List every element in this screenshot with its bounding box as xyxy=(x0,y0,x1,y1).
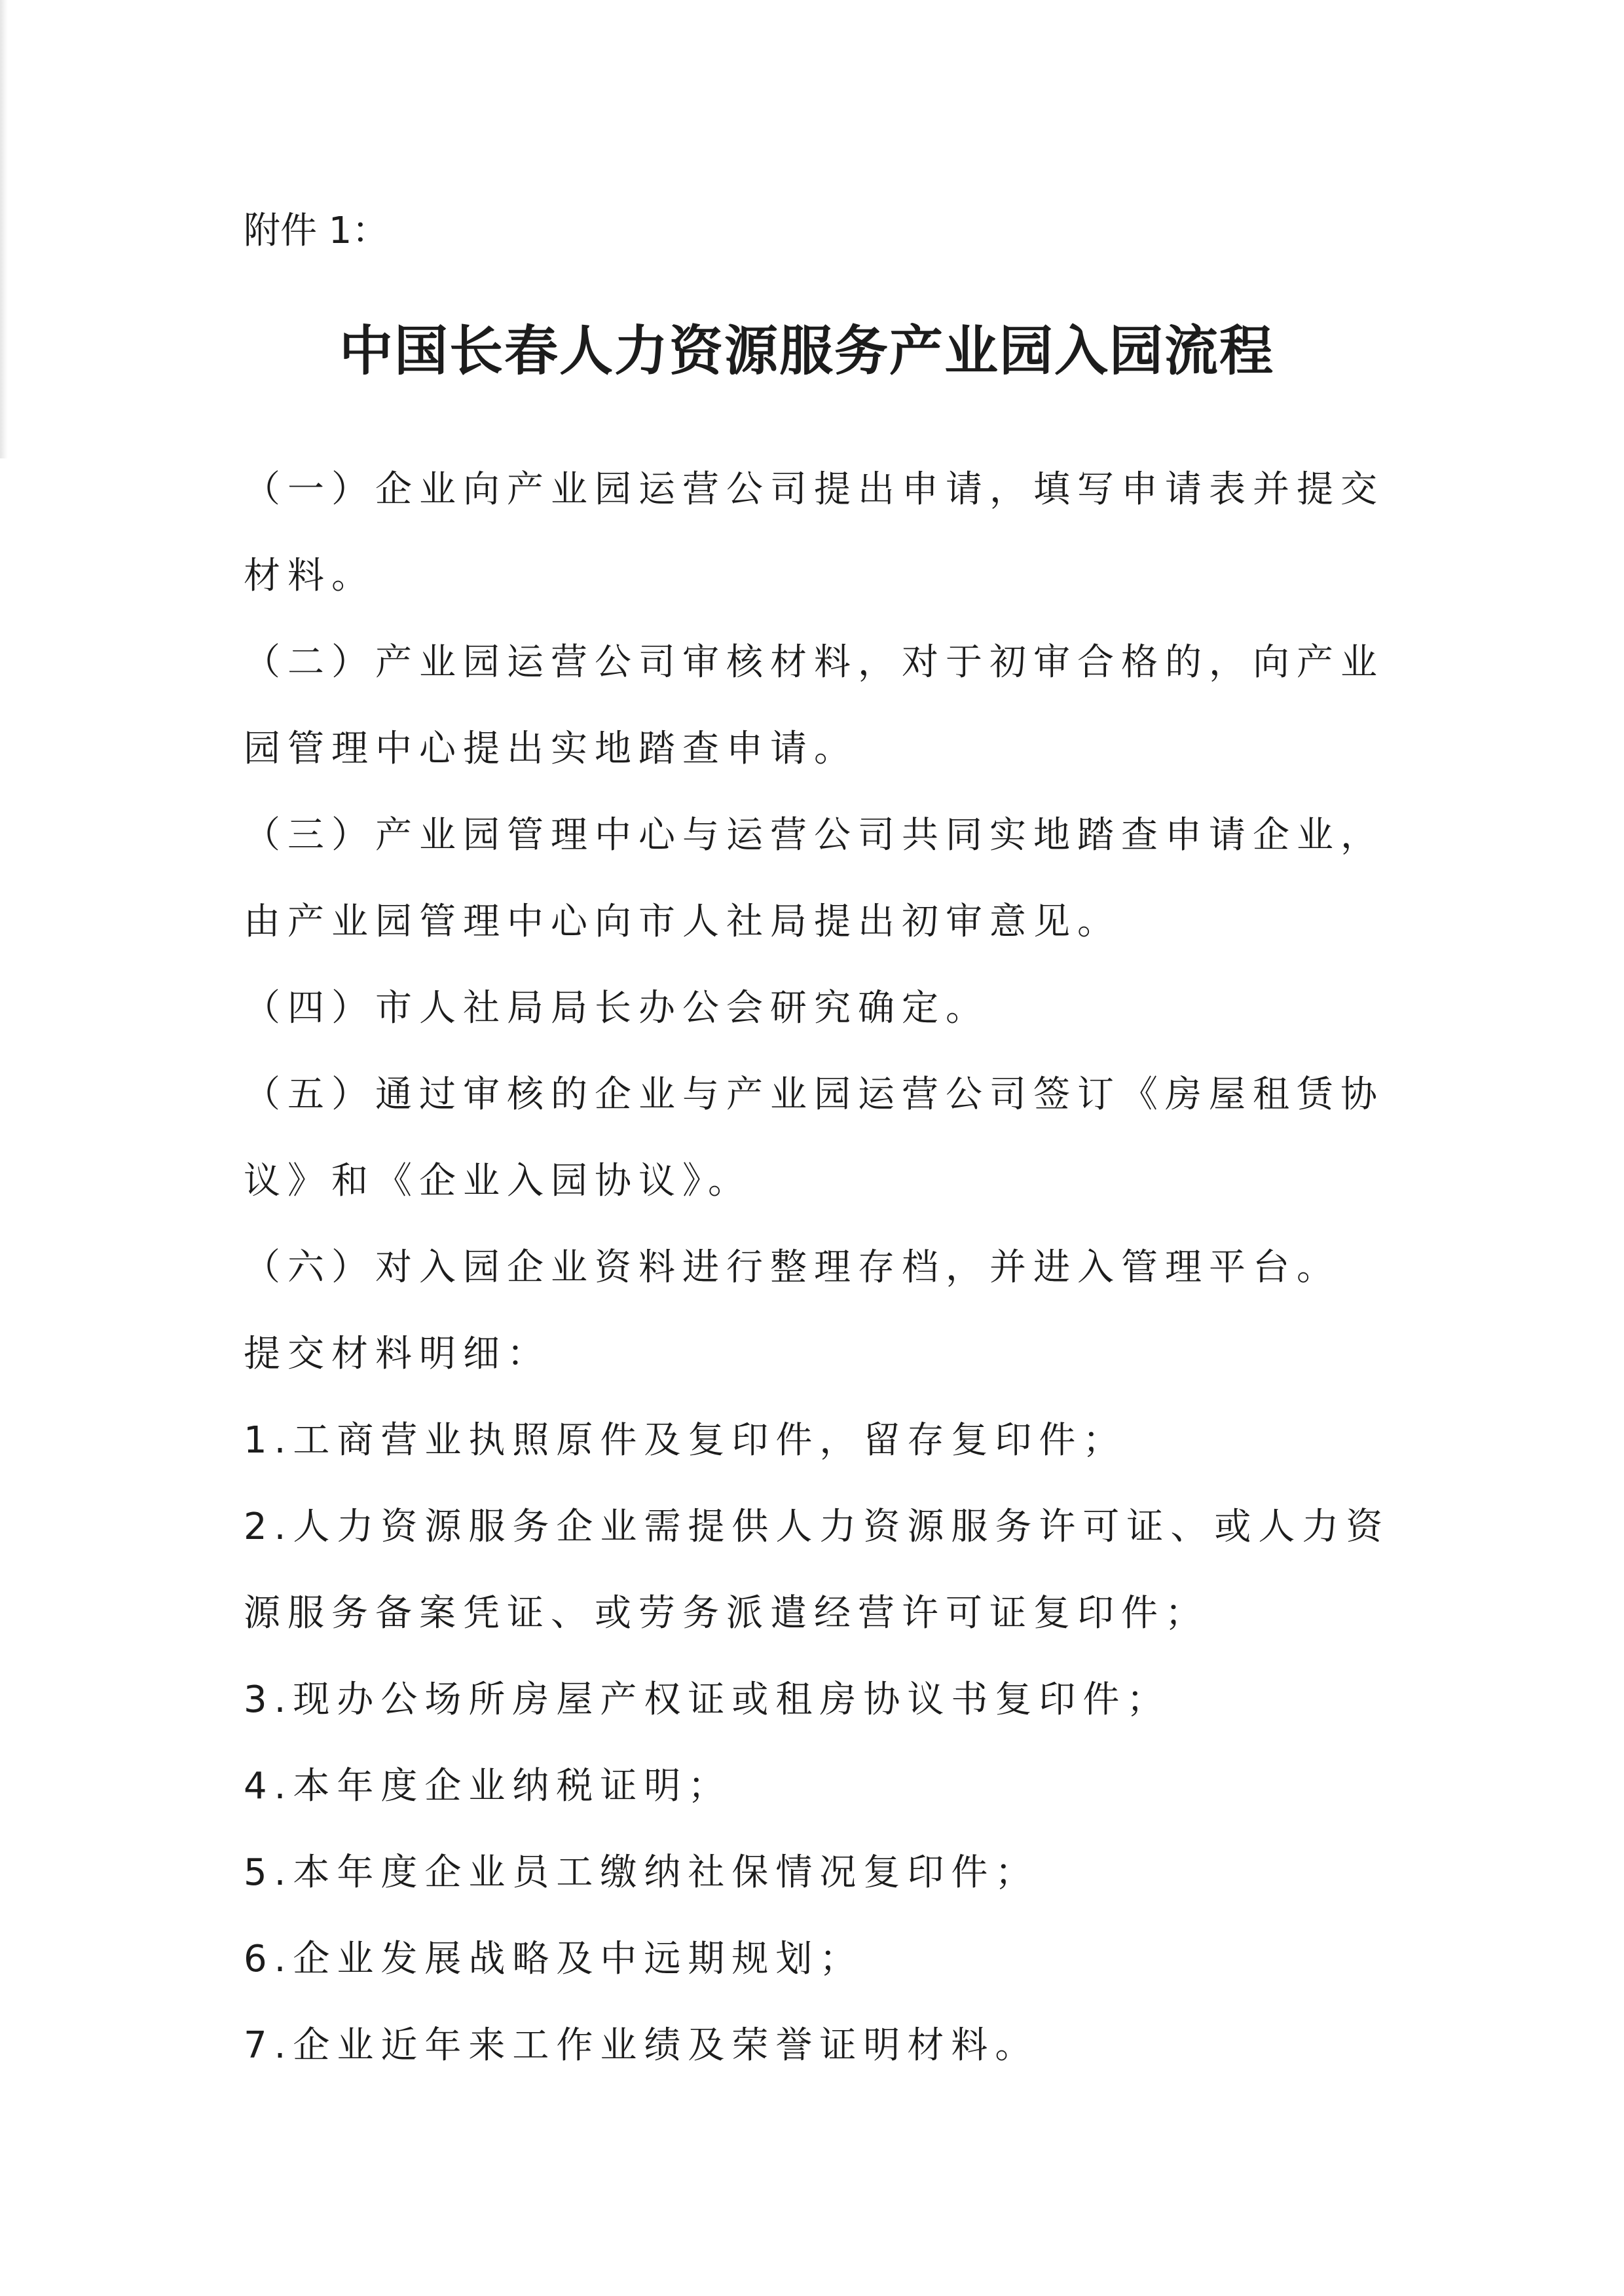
step-1-line-2: 材料。 xyxy=(244,555,375,597)
step-1-line-1: （一）企业向产业园运营公司提出申请，填写申请表并提交 xyxy=(244,468,1384,511)
material-item-4 xyxy=(244,1743,1383,1830)
document-content xyxy=(244,208,1390,2089)
document-title: 中国长春人力资源服务产业园入园流程 xyxy=(339,320,1274,382)
step-6-line-1: （六）对入园企业资料进行整理存档，并进入管理平台。 xyxy=(244,1246,1340,1289)
attachment-label: 附件 1： xyxy=(244,210,389,252)
step-5 xyxy=(244,1052,1383,1225)
material-item-7-line-1: 7.企业近年来工作业绩及荣誉证明材料。 xyxy=(244,2024,1039,2067)
step-3 xyxy=(244,792,1383,965)
material-item-1 xyxy=(244,1398,1383,1484)
material-item-6 xyxy=(244,1916,1383,2003)
step-2-line-2: 园管理中心提出实地踏查申请。 xyxy=(244,728,858,770)
step-4-line-1: （四）市人社局局长办公会研究确定。 xyxy=(244,987,989,1029)
step-5-line-1: （五）通过审核的企业与产业园运营公司签订《房屋租赁协 xyxy=(244,1073,1384,1116)
material-item-3-line-1: 3.现办公场所房屋产权证或租房协议书复印件； xyxy=(244,1678,1171,1721)
step-6 xyxy=(244,1225,1383,1311)
material-item-5-line-1: 5.本年度企业员工缴纳社保情况复印件； xyxy=(244,1851,1039,1894)
step-5-line-2: 议》和《企业入园协议》。 xyxy=(244,1160,752,1202)
process-steps xyxy=(244,447,1383,1311)
materials-heading: 提交材料明细： xyxy=(244,1333,551,1375)
material-item-2-line-2: 源服务备案凭证、或劳务派遣经营许可证复印件； xyxy=(244,1592,1209,1635)
material-item-3 xyxy=(244,1657,1383,1743)
material-item-4-line-1: 4.本年度企业纳税证明； xyxy=(244,1765,732,1807)
materials-section xyxy=(244,1311,1390,2089)
step-3-line-1: （三）产业园管理中心与运营公司共同实地踏查申请企业， xyxy=(244,814,1384,857)
step-2 xyxy=(244,620,1383,792)
scan-shadow-edge xyxy=(0,0,8,458)
material-item-1-line-1: 1.工商营业执照原件及复印件，留存复印件； xyxy=(244,1419,1127,1462)
step-1 xyxy=(244,447,1383,620)
material-item-6-line-1: 6.企业发展战略及中远期规划； xyxy=(244,1938,864,1980)
material-item-5 xyxy=(244,1830,1383,1916)
step-3-line-2: 由产业园管理中心向市人社局提出初审意见。 xyxy=(244,900,1121,943)
material-item-2-line-1: 2.人力资源服务企业需提供人力资源服务许可证、或人力资 xyxy=(244,1506,1390,1548)
material-item-7 xyxy=(244,2003,1383,2089)
material-item-2 xyxy=(244,1484,1390,1657)
step-4 xyxy=(244,965,1383,1052)
step-2-line-1: （二）产业园运营公司审核材料，对于初审合格的，向产业 xyxy=(244,641,1384,684)
